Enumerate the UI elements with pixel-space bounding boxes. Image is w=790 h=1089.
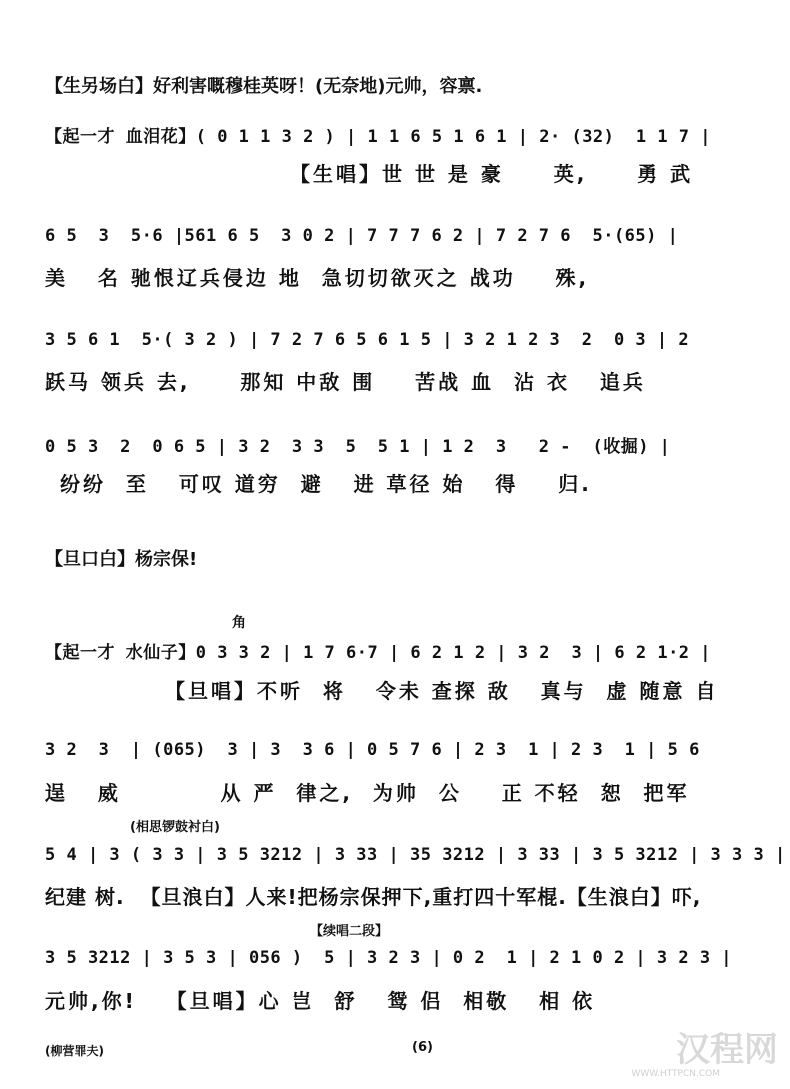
- notation-line-2: 6 5 3 5·6 |561 6 5 3 0 2 | 7 7 7 6 2 | 7 2 7 6 5·(65) |: [45, 226, 679, 246]
- lyrics-line-6: 逞 威 从 严 律之, 为帅 公 正 不轻 恕 把军: [45, 781, 690, 805]
- jiao-mark: 角: [232, 615, 246, 631]
- lyrics-line-1: 【生唱】世 世 是 豪 英, 勇 武: [290, 162, 694, 186]
- lyrics-line-2: 美 名 驰恨辽兵侵边 地 急切切欲灭之 战功 殊,: [45, 266, 590, 290]
- notation-line-6: 3 2 3 | (065) 3 | 3 3 6 | 0 5 7 6 | 2 3 1 | 2 3 1 | 5 6: [45, 740, 700, 760]
- opening-dialogue: 【生另场白】好利害嘅穆桂英呀！(无奈地)元帅，容禀.: [45, 76, 483, 97]
- notation-line-4: 0 5 3 2 0 6 5 | 3 2 3 3 5 5 1 | 1 2 3 2 - (收掘) |: [45, 437, 671, 457]
- footer-title: (柳营罪夫): [45, 1044, 104, 1058]
- gong-drum-annotation: (相思锣鼓衬白): [130, 820, 220, 835]
- lyrics-line-3: 跃马 领兵 去, 那知 中敌 围 苦战 血 沾 衣 追兵: [45, 370, 646, 394]
- continue-singing-annotation: 【续唱二段】: [310, 924, 389, 939]
- notation-line-7: 5 4 | 3 ( 3 3 | 3 5 3212 | 3 33 | 35 3212 | 3 33 | 3 5 3212 | 3 3 3 |: [45, 845, 786, 865]
- watermark-url: WWW.HTTPCN.COM: [631, 1069, 720, 1079]
- notation-line-8: 3 5 3212 | 3 5 3 | 056 ) 5 | 3 2 3 | 0 2 1 | 2 1 0 2 | 3 2 3 |: [45, 948, 733, 968]
- watermark-logo: 汉程网: [676, 1030, 778, 1070]
- notation-line-3: 3 5 6 1 5·( 3 2 ) | 7 2 7 6 5 6 1 5 | 3 2 1 2 3 2 0 3 | 2: [45, 330, 690, 350]
- notation-line-5: 【起一才 水仙子】0 3 3 2 | 1 7 6·7 | 6 2 1 2 | 3 2 3 | 6 2 1·2 |: [45, 643, 712, 663]
- lyrics-line-7: 纪建 树. 【旦浪白】人来!把杨宗保押下,重打四十军棍.【生浪白】吓,: [45, 885, 702, 909]
- dan-dialogue: 【旦口白】杨宗保!: [45, 549, 198, 570]
- lyrics-line-5: 【旦唱】不听 将 令未 查探 敌 真与 虚 随意 自: [165, 679, 719, 703]
- lyrics-line-4: 纷纷 至 可叹 道穷 避 进 草径 始 得 归.: [60, 472, 592, 496]
- page-number: (6): [412, 1040, 433, 1055]
- notation-line-1: 【起一才 血泪花】( 0 1 1 3 2 ) | 1 1 6 5 1 6 1 | 2· (32) 1 1 7 |: [45, 127, 712, 147]
- lyrics-line-8: 元帅,你! 【旦唱】心 岂 舒 鸳 侣 相敬 相 依: [45, 989, 596, 1013]
